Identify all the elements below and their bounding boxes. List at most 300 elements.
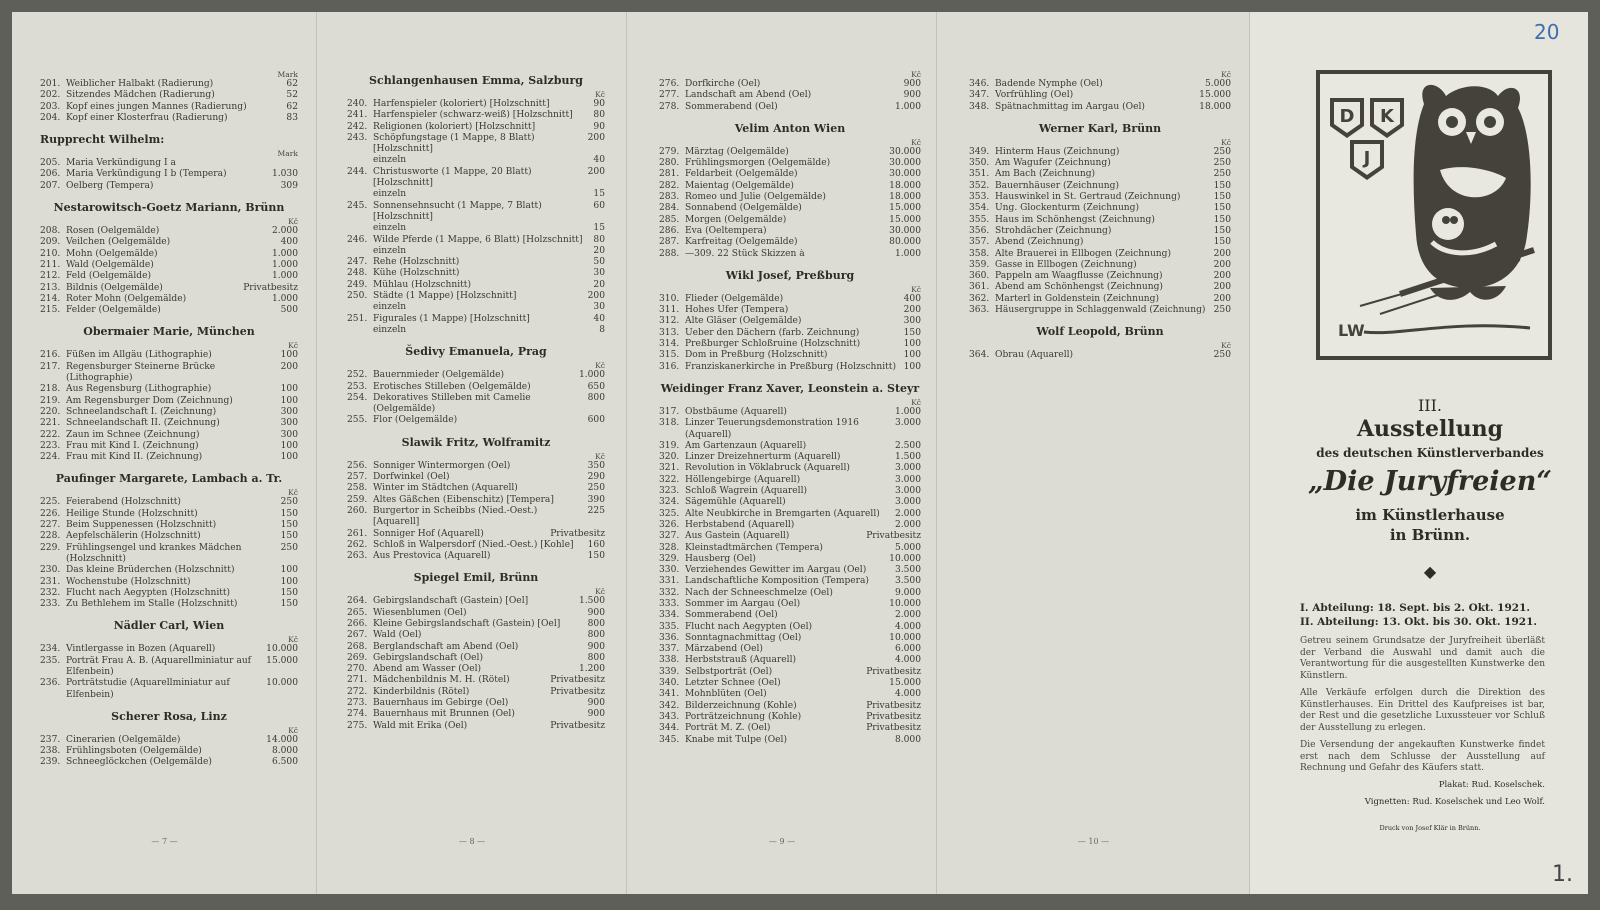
catalog-entry (347, 280, 605, 291)
entry-title: Frau mit Kind I. (Zeichnung) (66, 440, 199, 451)
entry-number: 325. (659, 508, 680, 519)
entry-price: 900 (903, 79, 921, 89)
catalog-entry (347, 370, 605, 381)
entry-price: 3.000 (894, 463, 921, 474)
entry-title: Gebirgslandschaft (Oel) (373, 652, 484, 663)
entry-price: 250 (280, 497, 298, 508)
owl-logo-vignette (1316, 70, 1552, 360)
entry-price: 200 (1213, 248, 1231, 259)
entry-price: 62 (286, 79, 298, 89)
entry-title: Selbstporträt (Oel) (685, 666, 773, 677)
entry-number: 249. (347, 279, 368, 290)
entry-number: 317. (659, 406, 680, 417)
entry-number: 342. (659, 700, 680, 711)
catalog-entry (969, 102, 1231, 113)
entry-title: Landschaft am Abend (Oel) (685, 90, 812, 101)
entry-number: 257. (347, 472, 368, 483)
artist-heading: Wolf Leopold, Brünn (1036, 325, 1164, 339)
entry-price: 15.000 (266, 655, 298, 666)
catalog-entry (659, 475, 921, 486)
catalog-entry (40, 407, 298, 418)
entry-number: 246. (347, 234, 368, 245)
entry-price: 83 (286, 112, 298, 123)
entry-price: 250 (1213, 350, 1231, 361)
entry-title: Sommerabend (Oel) (685, 101, 778, 112)
catalog-entry (659, 667, 921, 678)
entry-title: Feld (Oelgemälde) (66, 271, 152, 282)
price-unit-kc: Kč (288, 725, 298, 735)
entry-price: 150 (280, 599, 298, 610)
price-unit-kc: Kč (288, 635, 298, 645)
catalog-entry (347, 382, 605, 393)
entry-price: 150 (1213, 214, 1231, 225)
entry-list (347, 370, 605, 426)
catalog-entry (40, 283, 298, 294)
entry-price: 18.000 (1199, 101, 1231, 112)
shield-letter-j: J (1363, 148, 1371, 169)
entry-title: Heilige Stunde (Holzschnitt) (66, 508, 198, 519)
entry-number: 332. (659, 587, 680, 598)
entry-number: 280. (659, 158, 680, 169)
entry-price: Privatbesitz (866, 531, 921, 542)
catalog-entry (347, 393, 605, 416)
entry-price: 200 (1213, 293, 1231, 304)
catalog-entry (347, 675, 605, 686)
owl-illustration (1320, 74, 1548, 356)
entry-title: Sonntagnachmittag (Oel) (685, 632, 802, 643)
entry-price: 10.000 (889, 553, 921, 564)
catalog-entry (969, 169, 1231, 180)
entry-number: 272. (347, 686, 368, 697)
entry-price: 1.200 (578, 664, 605, 675)
entry-price: 30 (593, 302, 605, 313)
entry-number (347, 302, 373, 313)
artist-heading: Velim Anton Wien (734, 121, 846, 135)
entry-number: 339. (659, 666, 680, 677)
entry-title: Mühlau (Holzschnitt) (373, 279, 471, 290)
price-unit-kc: Kč (911, 397, 921, 407)
catalog-entry (40, 565, 298, 576)
catalog-page-8 (317, 12, 627, 894)
catalog-entry (659, 294, 921, 305)
entry-number: 319. (659, 440, 680, 451)
entry-title: Gebirgslandschaft (Gastein) [Oel] (373, 596, 529, 607)
entry-number: 362. (969, 293, 990, 304)
catalog-entry (40, 509, 298, 520)
entry-price: 8.000 (894, 734, 921, 745)
entry-title: Frau mit Kind II. (Zeichnung) (66, 452, 203, 463)
entry-price: 8.000 (271, 746, 298, 757)
entry-price: 15 (593, 189, 605, 200)
entry-number: 356. (969, 225, 990, 236)
entry-number: 345. (659, 734, 680, 745)
entry-price: Privatbesitz (550, 675, 605, 686)
entry-title: Harfenspieler (koloriert) [Holzschnitt] (373, 99, 550, 109)
entry-price: 400 (280, 237, 298, 248)
price-unit-mark: Mark (277, 70, 298, 79)
entry-title: Revolution in Vöklabruck (Aquarell) (685, 463, 850, 474)
entry-number: 281. (659, 169, 680, 180)
catalog-entry (969, 147, 1231, 158)
entry-title: Am Regensburger Dom (Zeichnung) (66, 395, 233, 406)
entry-price: 150 (280, 531, 298, 542)
entry-price: 50 (593, 257, 605, 268)
entry-number: 328. (659, 542, 680, 553)
entry-title: Letzter Schnee (Oel) (685, 678, 781, 689)
entry-number: 244. (347, 166, 368, 177)
entry-price: 30.000 (889, 225, 921, 236)
catalog-entry (347, 167, 605, 190)
entry-number: 359. (969, 259, 990, 270)
catalog-entry (40, 588, 298, 599)
entry-number: 263. (347, 551, 368, 562)
entry-price: 4.000 (894, 621, 921, 632)
catalog-entry (347, 596, 605, 607)
entry-title: Marterl in Goldenstein (Zeichnung) (995, 293, 1160, 304)
catalog-entry (40, 418, 298, 429)
entry-title: Altes Gäßchen (Eibenschitz) [Tempera] (373, 494, 554, 505)
entry-number: 247. (347, 257, 368, 268)
entry-list (659, 407, 921, 746)
catalog-entry (40, 113, 298, 124)
entry-price: 8 (599, 324, 605, 335)
entry-title: Sonnabend (Oelgemälde) (685, 203, 802, 214)
entry-price: 1.500 (578, 596, 605, 607)
catalog-entry (347, 268, 605, 279)
entry-title: Am Gartenzaun (Aquarell) (685, 440, 807, 451)
entry-number: 283. (659, 192, 680, 203)
entry-number: 335. (659, 621, 680, 632)
entry-number: 269. (347, 652, 368, 663)
entry-number: 240. (347, 99, 368, 109)
entry-title: Vintlergasse in Bozen (Aquarell) (66, 644, 216, 655)
catalog-entry (347, 302, 605, 313)
entry-title: Dekoratives Stilleben mit Camelie (Oelgemälde) (373, 392, 531, 415)
catalog-entry (40, 520, 298, 531)
entry-number: 287. (659, 237, 680, 248)
catalog-entry (347, 257, 605, 268)
entry-number: 243. (347, 132, 368, 143)
entry-price: 150 (280, 508, 298, 519)
price-unit-kc: Kč (288, 488, 298, 498)
entry-price: 200 (587, 291, 605, 302)
entry-price: 200 (280, 361, 298, 372)
entry-number: 318. (659, 418, 680, 429)
shield-letter-k: K (1380, 106, 1394, 127)
cover-poster-credit: Plakat: Rud. Koselschek. (1438, 780, 1545, 790)
entry-list (40, 497, 298, 610)
entry-number: 213. (40, 282, 61, 293)
entry-price: 30.000 (889, 169, 921, 180)
catalog-entry (40, 543, 298, 566)
entry-number: 350. (969, 158, 990, 169)
entry-price: 800 (587, 618, 605, 629)
entry-number: 288. (659, 248, 680, 259)
entry-title: Berglandschaft am Abend (Oel) (373, 641, 519, 652)
entry-title: Aus Prestovica (Aquarell) (373, 551, 491, 562)
entry-title: Abend (Zeichnung) (995, 237, 1084, 248)
catalog-entry (659, 655, 921, 666)
entry-title: Alte Neubkirche in Bremgarten (Aquarell) (685, 508, 880, 519)
catalog-entry (347, 325, 605, 336)
entry-price: 30.000 (889, 146, 921, 157)
cover-dates-part-2: II. Abteilung: 13. Okt. bis 30. Okt. 1921. (1300, 616, 1538, 628)
catalog-entry (347, 223, 605, 234)
entry-price: 1.500 (894, 452, 921, 463)
entry-price: 2.000 (894, 508, 921, 519)
catalog-entry (659, 441, 921, 452)
entry-price: 160 (587, 539, 605, 550)
entry-title: Flucht nach Aegypten (Oel) (685, 621, 813, 632)
entry-title: Kinderbildnis (Rötel) (373, 686, 470, 697)
catalog-entry (40, 169, 298, 180)
entry-price: 3.000 (894, 497, 921, 508)
catalog-entry (659, 158, 921, 169)
entry-price: 40 (593, 155, 605, 166)
entry-list (969, 79, 1231, 113)
entry-number: 360. (969, 271, 990, 282)
entry-number: 312. (659, 316, 680, 327)
catalog-entry (659, 407, 921, 418)
entry-title: Vorfrühling (Oel) (995, 90, 1074, 101)
catalog-entry (969, 249, 1231, 260)
entry-title: Obstbäume (Aquarell) (685, 406, 787, 417)
entry-number: 252. (347, 370, 368, 381)
catalog-entry (969, 294, 1231, 305)
entry-title: einzeln (373, 223, 407, 234)
entry-price: 650 (587, 381, 605, 392)
entry-title: Wilde Pferde (1 Mappe, 6 Blatt) [Holzschnitt] (373, 234, 583, 245)
entry-number: 320. (659, 452, 680, 463)
entry-title: Bildnis (Oelgemälde) (66, 282, 163, 293)
catalog-entry (969, 181, 1231, 192)
entry-price: 1.000 (271, 259, 298, 270)
entry-number: 340. (659, 678, 680, 689)
entry-price: 15.000 (889, 203, 921, 214)
entry-number: 270. (347, 664, 368, 675)
page-8-column (347, 74, 605, 732)
entry-title: Sonniger Wintermorgen (Oel) (373, 460, 511, 471)
entry-number: 313. (659, 327, 680, 338)
page-number: — 7 — (151, 837, 178, 846)
catalog-entry (659, 362, 921, 373)
entry-price: 5.000 (894, 542, 921, 553)
catalog-entry (347, 246, 605, 257)
entry-title: Maria Verkündigung I b (Tempera) (66, 169, 227, 180)
entry-title: Aus Regensburg (Lithographie) (66, 384, 212, 395)
entry-number: 326. (659, 519, 680, 530)
catalog-entry (659, 701, 921, 712)
entry-title: Sommer im Aargau (Oel) (685, 598, 801, 609)
entry-price: 2.000 (894, 610, 921, 621)
entry-title: Porträtstudie (Aquarellminiatur auf Elfenbein) (66, 678, 230, 700)
entry-price: Privatbesitz (866, 723, 921, 734)
entry-price: 300 (280, 429, 298, 440)
price-unit-mark: Mark (277, 149, 298, 159)
entry-title: Pappeln am Waagflusse (Zeichnung) (995, 271, 1163, 282)
entry-price: 100 (280, 565, 298, 576)
entry-price: 250 (1213, 146, 1231, 157)
catalog-entry (347, 506, 605, 529)
entry-price: 150 (1213, 192, 1231, 203)
entry-title: einzeln (373, 302, 407, 313)
entry-price: 3.000 (894, 474, 921, 485)
entry-number: 322. (659, 474, 680, 485)
entry-title: einzeln (373, 189, 407, 200)
entry-title: Mädchenbildnis M. H. (Rötel) (373, 675, 510, 686)
catalog-entry (40, 441, 298, 452)
entry-number (347, 325, 373, 336)
entry-number: 241. (347, 110, 368, 121)
entry-title: Christusworte (1 Mappe, 20 Blatt) [Holzschnitt] (373, 166, 532, 189)
entry-title: Oelberg (Tempera) (66, 180, 154, 191)
entry-list (347, 99, 605, 336)
entry-title: Feldarbeit (Oelgemälde) (685, 169, 798, 180)
entry-number: 233. (40, 599, 61, 610)
entry-title: Flieder (Oelgemälde) (685, 293, 784, 304)
cover-roman-numeral: III. (1417, 396, 1443, 415)
entry-price: 290 (587, 472, 605, 483)
entry-price: 100 (280, 576, 298, 587)
entry-price: 6.000 (894, 644, 921, 655)
entry-price: Privatbesitz (243, 282, 298, 293)
entry-title: Frühlingsboten (Oelgemälde) (66, 746, 202, 757)
catalog-entry (40, 90, 298, 101)
entry-price: 150 (280, 587, 298, 598)
entry-price: 1.000 (578, 370, 605, 381)
entry-price: 200 (1213, 271, 1231, 282)
entry-title: Häusergruppe in Schlaggenwald (Zeichnung) (995, 305, 1206, 316)
catalog-entry (969, 260, 1231, 271)
catalog-entry (40, 102, 298, 113)
entry-price: 900 (587, 709, 605, 720)
entry-price: 900 (587, 698, 605, 709)
entry-number: 341. (659, 689, 680, 700)
entry-price: 10.000 (266, 644, 298, 655)
entry-title: Frühlingsmorgen (Oelgemälde) (685, 158, 831, 169)
entry-title: Zaun im Schnee (Zeichnung) (66, 429, 200, 440)
catalog-entry (969, 305, 1231, 316)
entry-number (347, 223, 373, 234)
entry-price: 309 (280, 180, 298, 191)
entry-number: 254. (347, 392, 368, 403)
entry-price: 250 (280, 542, 298, 553)
entry-number: 223. (40, 440, 61, 451)
entry-price: 15.000 (889, 678, 921, 689)
entry-number: 286. (659, 225, 680, 236)
entry-title: Knabe mit Tulpe (Oel) (685, 734, 788, 745)
catalog-entry (659, 565, 921, 576)
catalog-entry (659, 644, 921, 655)
entry-number: 273. (347, 698, 368, 709)
entry-price: 150 (1213, 180, 1231, 191)
catalog-entry (659, 599, 921, 610)
catalog-entry (347, 709, 605, 720)
artist-heading: Werner Karl, Brünn (1038, 121, 1162, 135)
entry-price: 20 (593, 279, 605, 290)
entry-title: Höllengebirge (Aquarell) (685, 474, 801, 485)
entry-number: 217. (40, 361, 61, 372)
entry-title: Ueber den Dächern (farb. Zeichnung) (685, 327, 860, 338)
entry-price: 62 (286, 101, 298, 112)
entry-title: Winter im Städtchen (Aquarell) (373, 483, 518, 494)
entry-number: 338. (659, 655, 680, 666)
catalog-entry (347, 189, 605, 200)
entry-title: Kleinstadtmärchen (Tempera) (685, 542, 823, 553)
entry-price: 300 (280, 406, 298, 417)
entry-number: 261. (347, 528, 368, 539)
catalog-entry (659, 735, 921, 746)
cover-printer-credit: Druck von Josef Klär in Brünn. (1379, 824, 1481, 832)
entry-number: 225. (40, 497, 61, 508)
cover-title: Ausstellung (1356, 416, 1504, 442)
entry-title: Porträt Frau A. B. (Aquarellminiatur auf Elfenbein) (66, 655, 252, 677)
entry-price: 100 (903, 361, 921, 372)
entry-number: 274. (347, 709, 368, 720)
catalog-entry (659, 79, 921, 90)
catalog-entry (969, 203, 1231, 214)
entry-title: Bauernhaus im Gebirge (Oel) (373, 698, 509, 709)
entry-title: Cinerarien (Oelgemälde) (66, 734, 181, 745)
catalog-entry (969, 350, 1231, 361)
entry-number: 237. (40, 734, 61, 745)
entry-price: 150 (1213, 225, 1231, 236)
entry-number: 279. (659, 146, 680, 157)
entry-number: 364. (969, 350, 990, 361)
catalog-entry (659, 328, 921, 339)
catalog-entry (40, 678, 298, 701)
catalog-entry (347, 415, 605, 426)
entry-number: 321. (659, 463, 680, 474)
entry-title: Regensburger Steinerne Brücke (Lithographie) (66, 361, 216, 384)
entry-number: 358. (969, 248, 990, 259)
entry-list (659, 79, 921, 113)
entry-number: 355. (969, 214, 990, 225)
entry-title: Dom in Preßburg (Holzschnitt) (685, 350, 828, 361)
catalog-entry (347, 461, 605, 472)
entry-price: 100 (280, 452, 298, 463)
entry-number: 330. (659, 565, 680, 576)
entry-price: Privatbesitz (550, 686, 605, 697)
entry-number: 227. (40, 520, 61, 531)
entry-price: 1.030 (271, 169, 298, 180)
entry-title: Schneeglöckchen (Oelgemälde) (66, 757, 212, 768)
entry-title: Porträt M. Z. (Oel) (685, 723, 771, 734)
entry-price: Privatbesitz (550, 528, 605, 539)
entry-number: 327. (659, 531, 680, 542)
catalog-entry (969, 237, 1231, 248)
entry-title: Maientag (Oelgemälde) (685, 180, 794, 191)
catalog-entry (659, 486, 921, 497)
entry-price: 4.000 (894, 655, 921, 666)
catalog-entry (659, 147, 921, 158)
artist-heading: Schlangenhausen Emma, Salzburg (369, 74, 583, 87)
entry-price: 200 (587, 132, 605, 143)
catalog-entry (969, 271, 1231, 282)
artist-heading: Wikl Josef, Preßburg (725, 268, 855, 282)
catalog-entry (40, 735, 298, 746)
entry-number: 222. (40, 429, 61, 440)
entry-price: 200 (903, 305, 921, 316)
entry-price: 500 (280, 305, 298, 316)
catalog-entry (40, 757, 298, 768)
page-7-column (40, 70, 298, 769)
catalog-entry (40, 79, 298, 90)
catalog-entry (347, 201, 605, 224)
entry-title: Schloß Wagrein (Aquarell) (685, 486, 808, 497)
catalog-entry (347, 608, 605, 619)
entry-number: 271. (347, 675, 368, 686)
